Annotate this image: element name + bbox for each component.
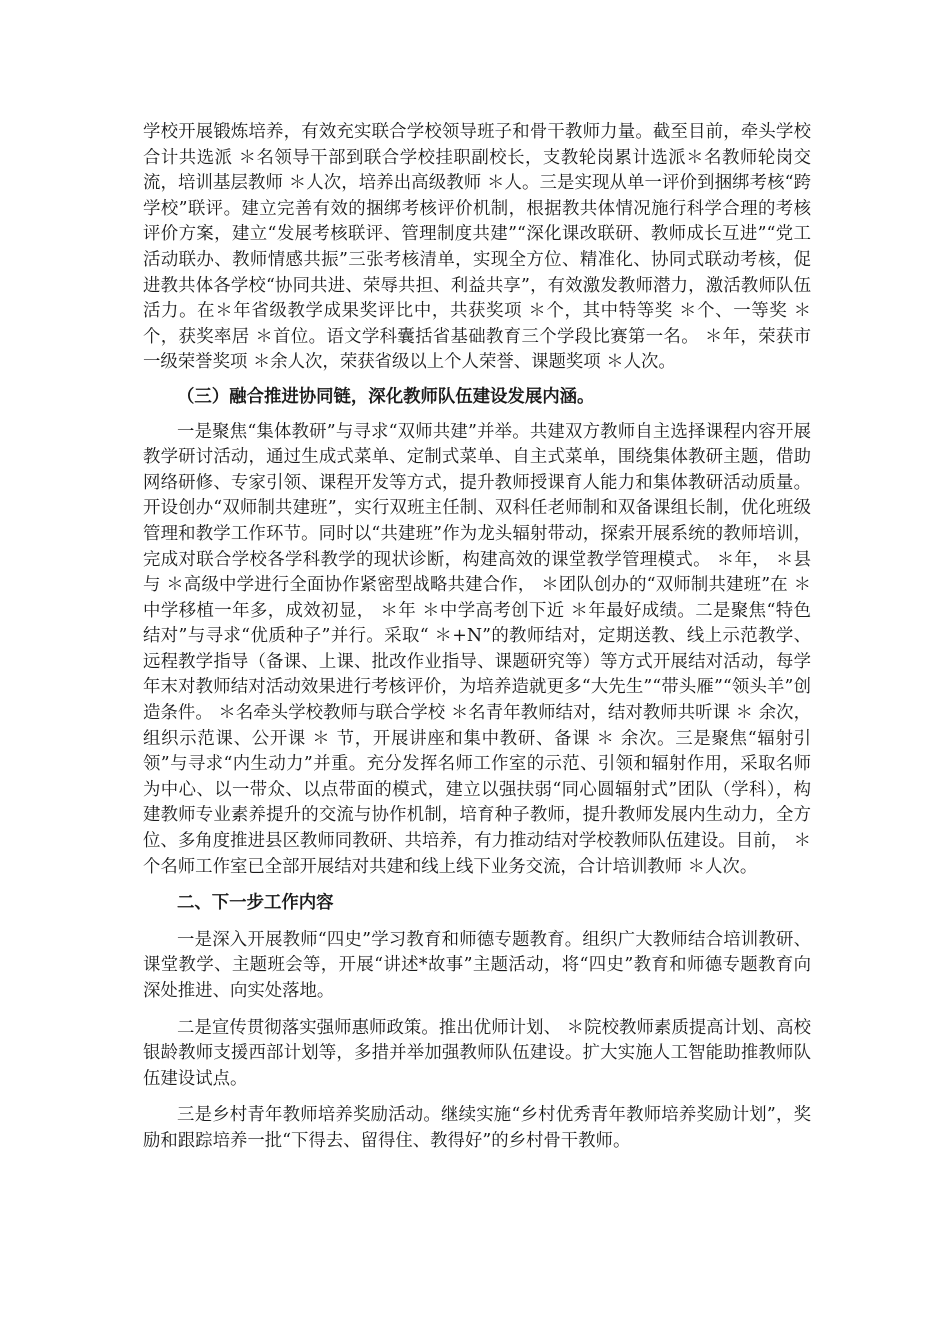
paragraph-intro: 学校开展锻炼培养，有效充实联合学校领导班子和骨干教师力量。截至目前，牵头学校合计共选派 ＊名领导干部到联合学校挂职副校长，支教轮岗累计选派＊名教师轮岗交流，培训基层教师 ＊人次，培养出高级教师 ＊人。三是实现从单一评价到捆绑考核“跨学校”联评。建立完善有效的捆绑考核评价机制，根据教共体情况施行科学合理的考核评价方案，建立“发展考核联评、管理制度共建”“深化课改联研、教师成长互进”“党工活动联办、教师情感共振”三张考核清单，实现全方位、精准化、协同式联动考核，促进教共体各学校“协同共进、荣辱共担、利益共享”，有效激发教师潜力，激活教师队伍活力。在＊年省级教学成果奖评比中，共获奖项 ＊个，其中特等奖 ＊个、一等奖 ＊个，获奖率居 ＊首位。语文学科囊括省基础教育三个学段比赛第一名。 ＊年，荣获市一级荣誉奖项 ＊余人次，荣获省级以上个人荣誉、课题奖项 ＊人次。	[143, 122, 811, 373]
paragraph-collaboration: 一是聚焦“集体教研”与寻求“双师共建”并举。共建双方教师自主选择课程内容开展教学研讨活动，通过生成式菜单、定制式菜单、自主式菜单，围绕集体教研主题，借助网络研修、专家引领、课程开发等方式，提升教师授课育人能力和集体教研活动质量。开设创办“双师制共建班”，实行双班主任制、双科任老师制和双备课组长制，优化班级管理和教学工作环节。同时以“共建班”作为龙头辐射带动，探索开展系统的教师培训，完成对联合学校各学科教学的现状诊断，构建高效的课堂教学管理模式。 ＊年， ＊县与 ＊高级中学进行全面协作紧密型战略共建合作， ＊团队创办的“双师制共建班”在 ＊中学移植一年多，成效初显， ＊年 ＊中学高考创下近 ＊年最好成绩。二是聚焦“特色结对”与寻求“优质种子”并行。采取“ ＊+N”的教师结对，定期送教、线上示范教学、远程教学指导（备课、上课、批改作业指导、课题研究等）等方式开展结对活动，每学年末对教师结对活动效果进行考核评价，为培养造就更多“大先生”“带头雁”“领头羊”创造条件。 ＊名牵头学校教师与联合学校 ＊名青年教师结对，结对教师共听课 ＊ 余次，组织示范课、公开课 ＊ 节，开展讲座和集中教研、备课 ＊ 余次。三是聚焦“辐射引领”与寻求“内生动力”并重。充分发挥名师工作室的示范、引领和辐射作用，采取名师为中心、以一带众、以点带面的模式，建立以强扶弱“同心圆辐射式”团队（学科），构建教师专业素养提升的交流与协作机制，培育种子教师，提升教师发展内生动力，全方位、多角度推进县区教师同教研、共培养，有力推动结对学校教师队伍建设。目前， ＊个名师工作室已全部开展结对共建和线上线下业务交流，合计培训教师 ＊人次。	[143, 421, 811, 877]
section-heading-3: （三）融合推进协同链，深化教师队伍建设发展内涵。	[177, 386, 595, 407]
paragraph-next-3: 三是乡村青年教师培养奖励活动。继续实施“乡村优秀青年教师培养奖励计划”，奖励和跟踪培养一批“下得去、留得住、教得好”的乡村骨干教师。	[143, 1105, 811, 1151]
document-page	[143, 120, 811, 1155]
paragraph-next-2: 二是宣传贯彻落实强师惠师政策。推出优师计划、 ＊院校教师素质提高计划、高校银龄教师支援西部计划等，多措并举加强教师队伍建设。扩大实施人工智能助推教师队伍建设试点。	[143, 1017, 811, 1089]
section-heading-next-steps: 二、下一步工作内容	[177, 893, 334, 914]
paragraph-next-1: 一是深入开展教师“四史”学习教育和师德专题教育。组织广大教师结合培训教研、课堂教学、主题班会等，开展“讲述*故事”主题活动，将“四史”教育和师德专题教育向深处推进、向实处落地。	[143, 929, 811, 1001]
